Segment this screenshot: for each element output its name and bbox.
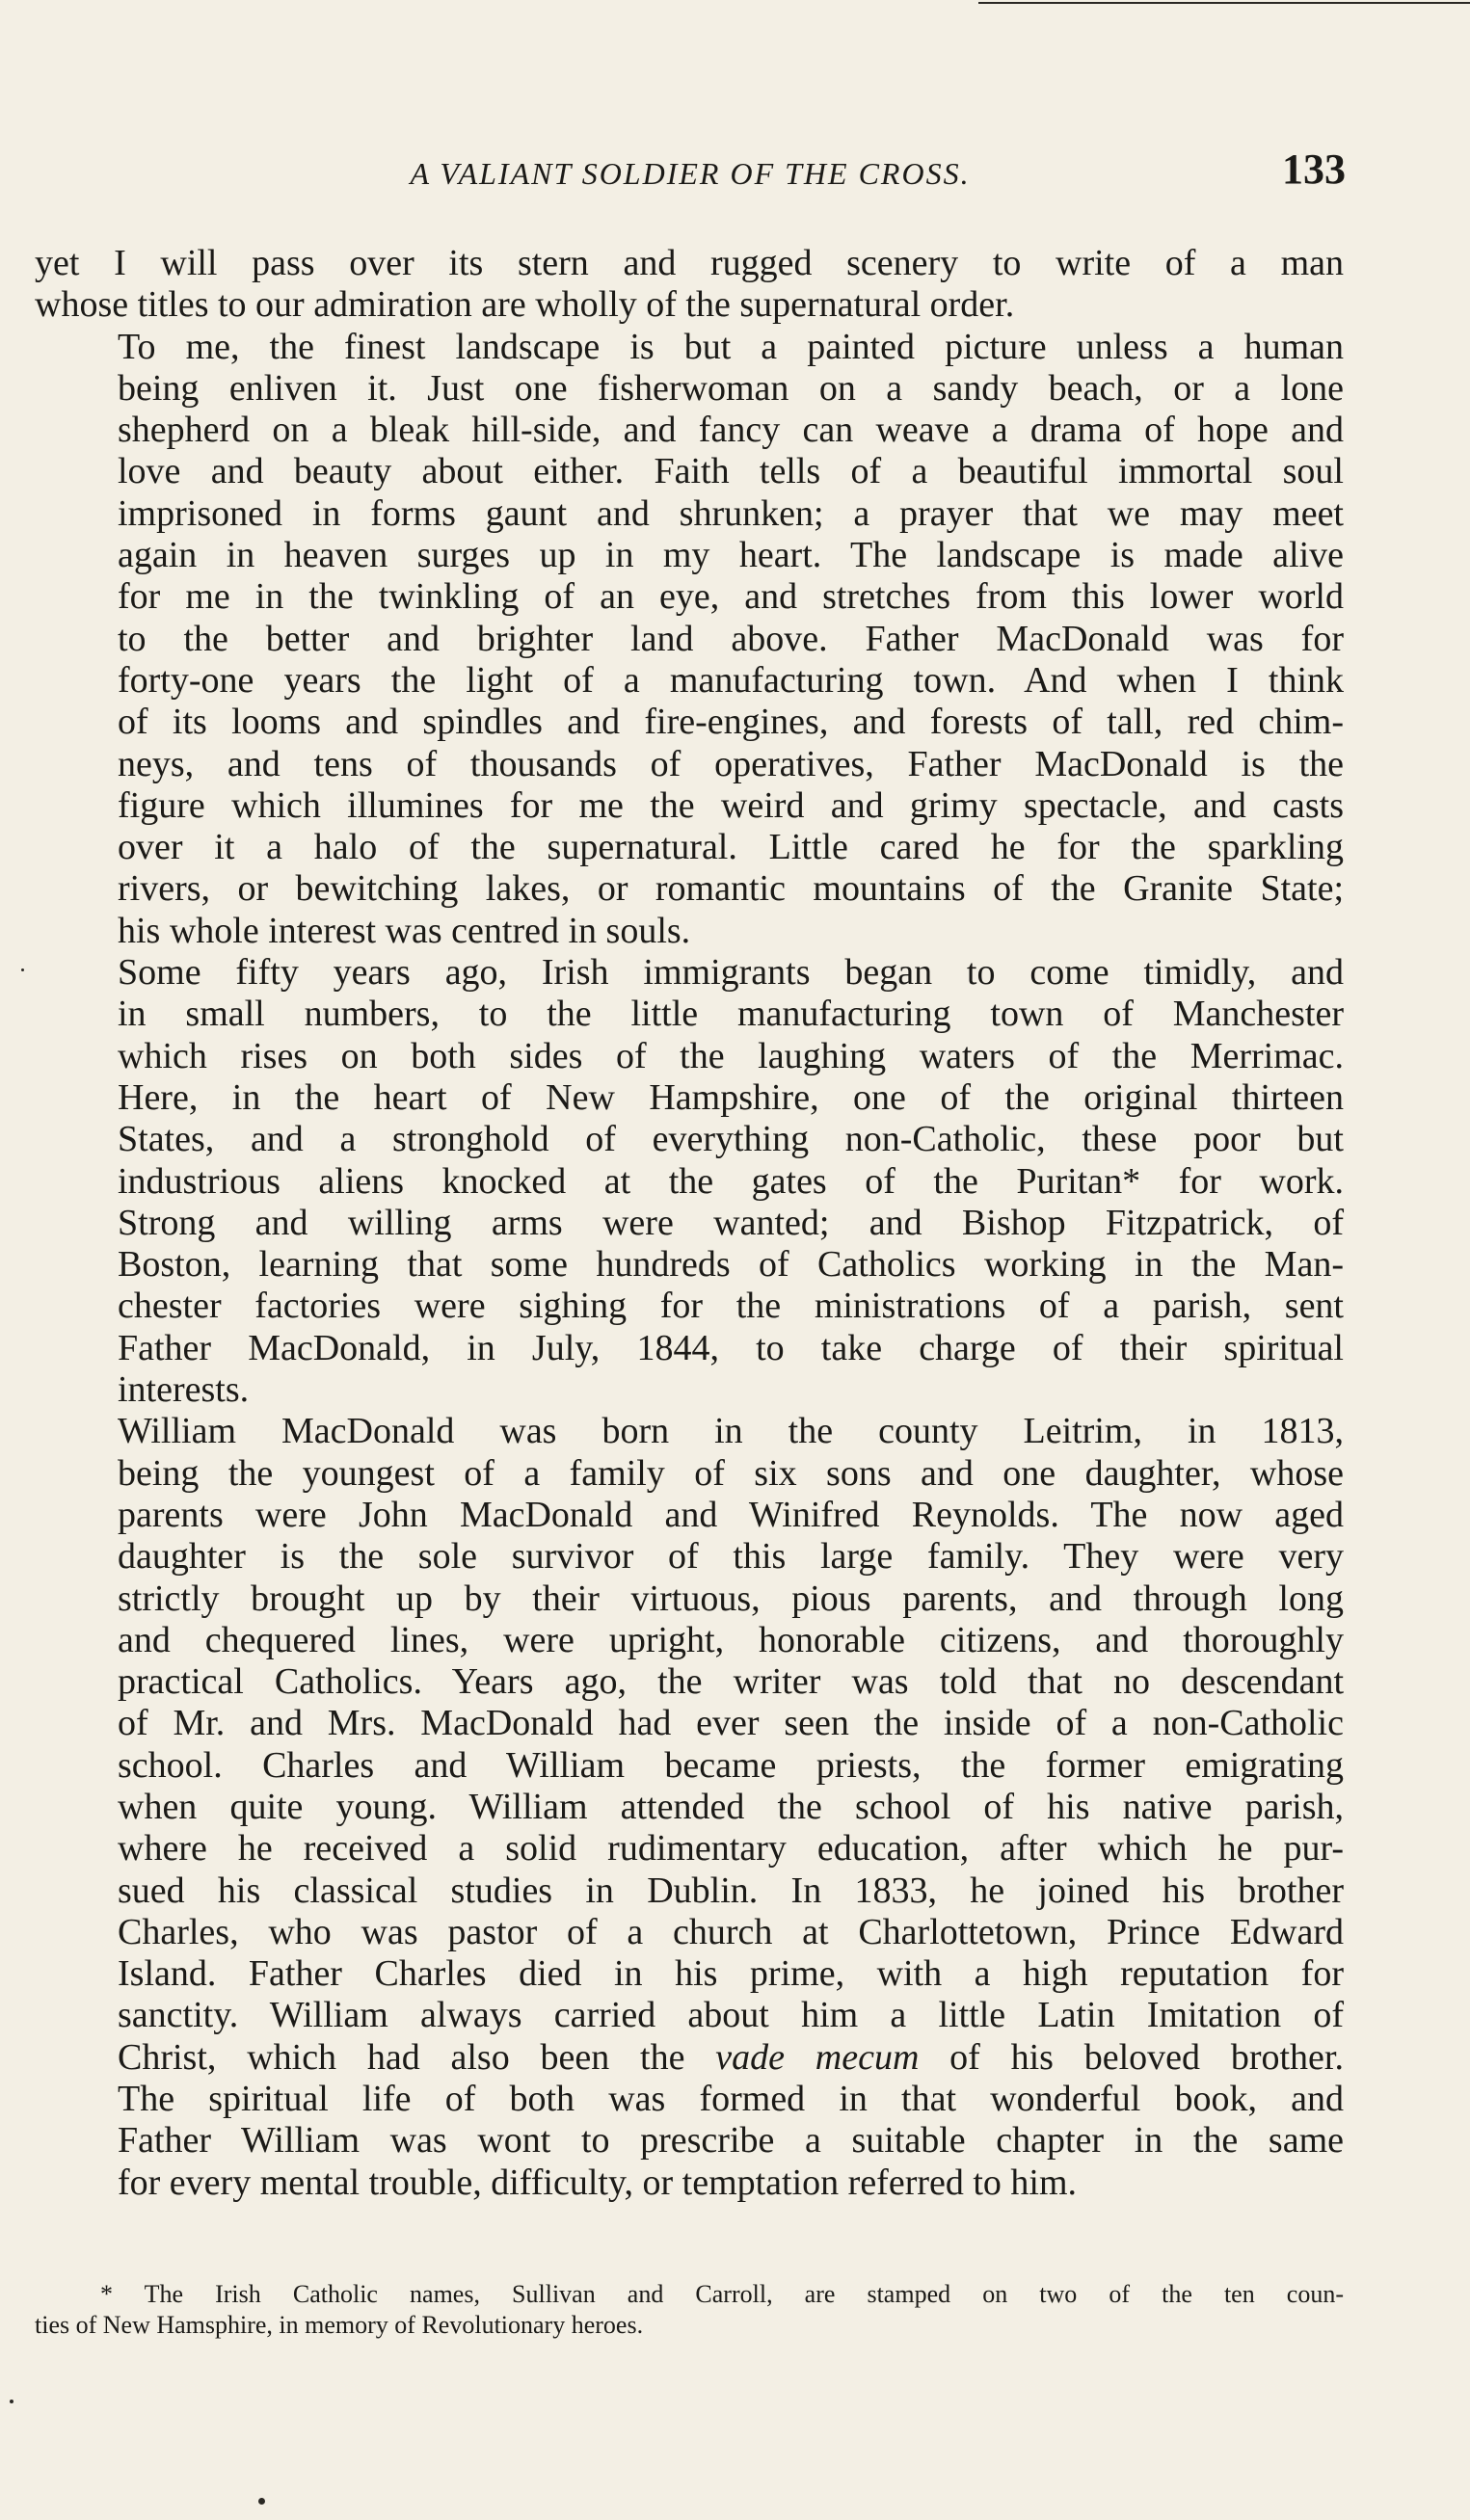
text-line: his whole interest was centred in souls. bbox=[118, 910, 691, 951]
text-line: Strong and willing arms were wanted; and Bishop Fitzpatrick, of bbox=[118, 1202, 1344, 1243]
text-line: William MacDonald was born in the county Leitrim, in 1813, bbox=[118, 1411, 1344, 1452]
text-line: industrious aliens knocked at the gates of the Puritan* for work. bbox=[118, 1160, 1344, 1202]
text-line: sanctity. William always carried about him a little Latin Imitation of bbox=[118, 1995, 1344, 2036]
text-line: Charles, who was pastor of a church at Charlottetown, Prince Edward bbox=[118, 1911, 1344, 1952]
paragraph bbox=[35, 327, 1344, 952]
text-line: being enliven it. Just one fisherwoman on a sandy beach, or a lone bbox=[118, 367, 1344, 409]
text-line: when quite young. William attended the school of his native parish, bbox=[118, 1786, 1344, 1827]
paper-speck bbox=[258, 2498, 265, 2505]
text-line: for me in the twinkling of an eye, and stretches from this lower world bbox=[118, 576, 1344, 618]
text-line: Christ, which had also been the vade mecum of his beloved brother. bbox=[118, 2036, 1344, 2078]
text-line: being the youngest of a family of six sons and one daughter, whose bbox=[118, 1452, 1344, 1494]
text-line: yet I will pass over its stern and rugged scenery to write of a man bbox=[35, 243, 1344, 283]
text-line: figure which illumines for me the weird and grimy spectacle, and casts bbox=[118, 784, 1344, 826]
running-title: A VALIANT SOLDIER OF THE CROSS. bbox=[410, 156, 971, 191]
text-line: school. Charles and William became priests, the former emigrating bbox=[118, 1744, 1344, 1786]
paper-speck bbox=[21, 968, 24, 971]
text-line: and chequered lines, were upright, honorable citizens, and thoroughly bbox=[118, 1619, 1344, 1660]
text-line: neys, and tens of thousands of operatives, Father MacDonald is the bbox=[118, 743, 1344, 784]
page-header bbox=[35, 145, 1346, 202]
text-line: to the better and brighter land above. Father MacDonald was for bbox=[118, 618, 1344, 659]
paper-speck bbox=[10, 2400, 13, 2403]
text-line: Boston, learning that some hundreds of Catholics working in the Man- bbox=[118, 1244, 1344, 1286]
text-line: chester factories were sighing for the ministrations of a parish, sent bbox=[118, 1286, 1344, 1327]
text-line: which rises on both sides of the laughing waters of the Merrimac. bbox=[118, 1035, 1344, 1076]
text-line: daughter is the sole survivor of this large family. They were very bbox=[118, 1536, 1344, 1578]
text-line: again in heaven surges up in my heart. The landscape is made alive bbox=[118, 535, 1344, 576]
paragraph bbox=[35, 1411, 1344, 2204]
text-line: sued his classical studies in Dublin. In 1833, he joined his brother bbox=[118, 1870, 1344, 1911]
paragraph bbox=[35, 243, 1344, 327]
text-line: for every mental trouble, difficulty, or temptation referred to him. bbox=[118, 2162, 1078, 2203]
text-line: imprisoned in forms gaunt and shrunken; a prayer that we may meet bbox=[118, 492, 1344, 534]
text-line: forty-one years the light of a manufacturing town. And when I think bbox=[118, 659, 1344, 701]
text-line: over it a halo of the supernatural. Little cared he for the sparkling bbox=[118, 827, 1344, 868]
body-text bbox=[35, 243, 1344, 2204]
footnote-line: ties of New Hamsphire, in memory of Revolutionary heroes. bbox=[35, 2311, 644, 2339]
text-line: Father William was wont to prescribe a suitable chapter in the same bbox=[118, 2120, 1344, 2162]
text-line: Some fifty years ago, Irish immigrants began to come timidly, and bbox=[118, 952, 1344, 994]
text-line: shepherd on a bleak hill-side, and fancy can weave a drama of hope and bbox=[118, 410, 1344, 451]
footnote-line: * The Irish Catholic names, Sullivan and Carroll, are stamped on two of the ten coun- bbox=[100, 2280, 1344, 2308]
footnote bbox=[35, 2279, 1344, 2341]
text-line: where he received a solid rudimentary education, after which he pur- bbox=[118, 1828, 1344, 1870]
text-line: of Mr. and Mrs. MacDonald had ever seen the inside of a non-Catholic bbox=[118, 1703, 1344, 1744]
text-line: Here, in the heart of New Hampshire, one of the original thirteen bbox=[118, 1076, 1344, 1118]
text-line: States, and a stronghold of everything non-Catholic, these poor but bbox=[118, 1119, 1344, 1160]
text-line: strictly brought up by their virtuous, pious parents, and through long bbox=[118, 1578, 1344, 1619]
top-rule bbox=[978, 2, 1470, 4]
text-line: whose titles to our admiration are wholly of the supernatural order. bbox=[35, 284, 1015, 326]
text-line: parents were John MacDonald and Winifred Reynolds. The now aged bbox=[118, 1494, 1344, 1535]
text-line: To me, the finest landscape is but a painted picture unless a human bbox=[118, 326, 1344, 367]
text-line: practical Catholics. Years ago, the writer was told that no descendant bbox=[118, 1661, 1344, 1703]
text-line: The spiritual life of both was formed in that wonderful book, and bbox=[118, 2079, 1344, 2120]
text-line: rivers, or bewitching lakes, or romantic mountains of the Granite State; bbox=[118, 868, 1344, 910]
text-line: of its looms and spindles and fire-engines, and forests of tall, red chim- bbox=[118, 702, 1344, 743]
text-line: love and beauty about either. Faith tells of a beautiful immortal soul bbox=[118, 451, 1344, 492]
page-number: 133 bbox=[1282, 146, 1346, 193]
paragraph bbox=[35, 952, 1344, 1411]
text-line: Father MacDonald, in July, 1844, to take charge of their spiritual bbox=[118, 1327, 1344, 1368]
text-line: in small numbers, to the little manufacturing town of Manchester bbox=[118, 994, 1344, 1035]
text-line: interests. bbox=[118, 1369, 250, 1411]
text-line: Island. Father Charles died in his prime, with a high reputation for bbox=[118, 1953, 1344, 1995]
